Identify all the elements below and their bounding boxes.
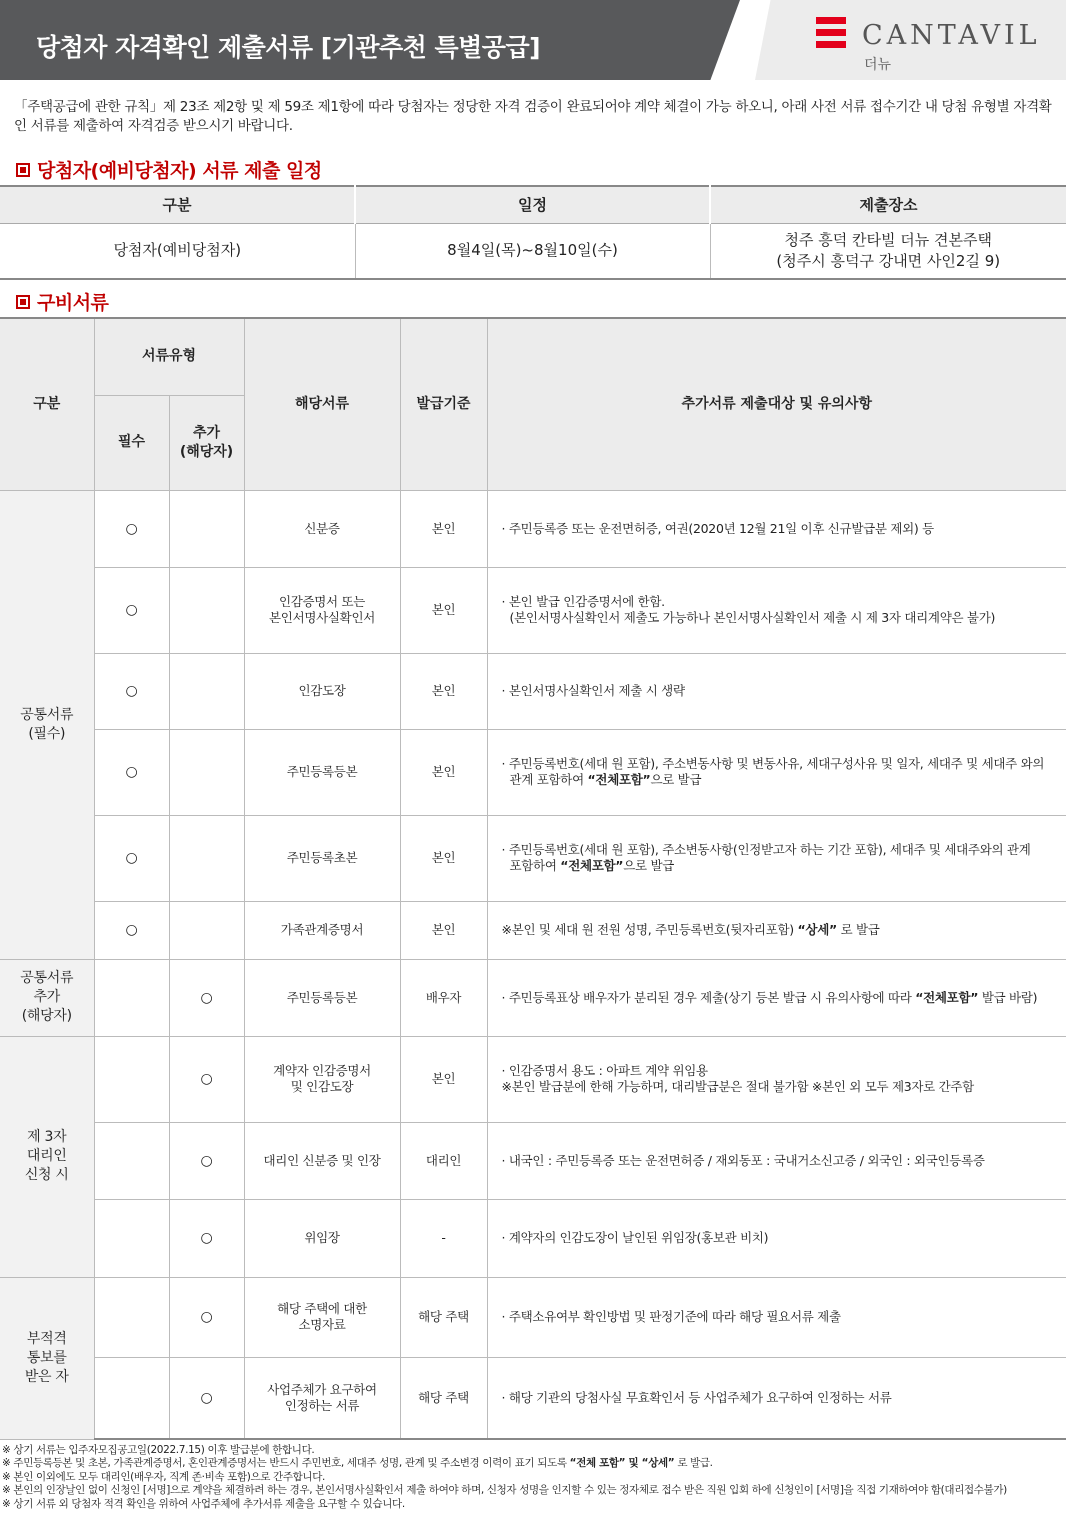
issue-basis: 본인 [400,1036,487,1122]
issue-basis: 본인 [400,729,487,815]
header-required: 필수 [94,395,169,490]
schedule-header-date: 일정 [355,186,710,223]
required-mark [94,1036,169,1122]
document-line: 해당 주택에 대한 [277,1301,367,1316]
note: ※본인 및 세대 원 전원 성명, 주민등록번호(뒷자리포함) “상세” 로 발급 [487,901,1066,959]
note-line: 포함하여 “전체포함”으로 발급 [509,858,675,873]
required-mark [94,959,169,1036]
issue-basis: 배우자 [400,959,487,1036]
required-mark: ○ [94,490,169,567]
schedule-type: 당첨자(예비당첨자) [0,223,355,279]
footnotes [2,1444,1062,1511]
table-row [0,1199,1066,1277]
note: · 주민등록표상 배우자가 분리된 경우 제출(상기 등본 발급 시 유의사항에 따라 “전체포함” 발급 바람) [487,959,1066,1036]
group-label: 공통서류 [20,706,74,723]
page-header [0,0,1066,80]
document-line: 인정하는 서류 [284,1397,360,1413]
table-row [0,223,1066,279]
header-extra-line: 추가 [192,424,221,441]
page-title: 당첨자 자격확인 제출서류 [기관추천 특별공급] [36,33,541,62]
document-name: 인감도장 [244,653,400,729]
document-line: 계약자 인감증명서 [273,1063,371,1078]
header-category: 구분 [0,318,94,490]
table-row [0,901,1066,959]
document-name [244,1036,400,1122]
group-label: 통보를 [26,1349,67,1366]
note-line: · 인감증명서 용도 : 아파트 계약 위임용 [501,1063,708,1078]
table-row [0,653,1066,729]
header-doc-type: 서류유형 [94,318,244,395]
square-bullet-icon [16,163,30,177]
required-mark [94,1357,169,1439]
extra-mark: ○ [169,1199,244,1277]
group-label: 제 3자 [27,1129,67,1145]
square-bullet-icon [16,295,30,309]
note: · 본인서명사실확인서 제출 시 생략 [487,653,1066,729]
note-line: 관계 포함하여 “전체포함”으로 발급 [509,772,702,787]
table-row [0,729,1066,815]
document-name: 위임장 [244,1199,400,1277]
required-mark [94,1277,169,1357]
group-label: 공통서류 [20,970,74,986]
note-line: ※본인 발급분에 한해 가능하며, 대리발급분은 절대 불가함 ※본인 외 모두 제3자로 간주함 [501,1079,974,1094]
group-label: 대리인 [26,1148,67,1164]
group-label: 추가 [33,989,60,1005]
table-row [0,1277,1066,1357]
table-row [0,815,1066,901]
note: · 해당 기관의 당첨사실 무효확인서 등 사업주체가 요구하여 인정하는 서류 [487,1357,1066,1439]
footnote: ※ 본인 이외에도 모두 대리인(배우자, 직계 존·비속 포함)으로 간주합니다. [2,1470,326,1483]
issue-basis: - [400,1199,487,1277]
table-row [0,1357,1066,1439]
schedule-date: 8월4일(목)~8월10일(수) [355,223,710,279]
note [487,567,1066,653]
header-issue: 발급기준 [400,318,487,490]
document-line: 본인서명사실확인서 [269,610,375,625]
note-line: · 주민등록번호(세대 원 포함), 주소변동사항 및 변동사유, 세대구성사유 및 일자, 세대주 및 세대주 와의 [501,756,1045,771]
document-name: 주민등록등본 [244,729,400,815]
documents-table [0,317,1066,1440]
issue-basis: 본인 [400,567,487,653]
group-label: (필수) [28,725,66,742]
required-mark [94,1122,169,1199]
footnote: ※ 본인의 인장날인 없이 신청인 [서명]으로 계약을 체결하려 하는 경우, 본인서명사실확인서 제출 하여야 하며, 신청자 성명을 인지할 수 있는 정자체로 접수 받은 직원 입회 하에 신청인이 [서명]을 직접 기재하여야 함(대리접수불가) [2,1484,1007,1497]
table-row [0,490,1066,567]
table-row [0,959,1066,1036]
document-line: 및 인감도장 [290,1079,354,1094]
required-mark: ○ [94,567,169,653]
required-mark: ○ [94,901,169,959]
extra-mark: ○ [169,1122,244,1199]
table-row [0,567,1066,653]
document-line: 인감증명서 또는 [278,594,366,609]
issue-basis: 본인 [400,815,487,901]
required-mark: ○ [94,653,169,729]
table-row [0,1036,1066,1122]
header-notes: 추가서류 제출대상 및 유의사항 [487,318,1066,490]
logo-subtext: 더뉴 [864,57,892,73]
group-label: (해당자) [21,1008,72,1024]
note: · 계약자의 인감도장이 날인된 위임장(홍보관 비치) [487,1199,1066,1277]
extra-mark [169,729,244,815]
document-name: 가족관계증명서 [244,901,400,959]
document-name [244,567,400,653]
document-name [244,1357,400,1439]
extra-mark: ○ [169,959,244,1036]
document-name: 주민등록등본 [244,959,400,1036]
document-name: 신분증 [244,490,400,567]
issue-basis: 해당 주택 [400,1357,487,1439]
extra-mark [169,653,244,729]
group-common-extra [0,959,94,1036]
extra-mark [169,567,244,653]
document-name [244,1277,400,1357]
table-row [0,1122,1066,1199]
document-line: 소명자료 [298,1317,346,1332]
group-label: 신청 시 [24,1167,69,1183]
group-label: 부적격 [26,1330,67,1347]
extra-mark: ○ [169,1036,244,1122]
note: · 내국인 : 주민등록증 또는 운전면허증 / 재외동포 : 국내거소신고증 / 외국인 : 외국인등록증 [487,1122,1066,1199]
extra-mark [169,490,244,567]
footnote: ※ 상기 서류는 입주자모집공고일(2022.7.15) 이후 발급분에 한합니다. [2,1444,315,1456]
required-mark: ○ [94,729,169,815]
document-name: 주민등록초본 [244,815,400,901]
group-label: 받은 자 [24,1368,69,1385]
issue-basis: 해당 주택 [400,1277,487,1357]
issue-basis: 본인 [400,653,487,729]
header-document: 해당서류 [244,318,400,490]
logo-text: CANTAVIL [862,20,1041,51]
issue-basis: 대리인 [400,1122,487,1199]
schedule-header-place: 제출장소 [710,186,1066,223]
extra-mark: ○ [169,1277,244,1357]
docs-title-text: 구비서류 [37,292,109,314]
docs-section-title [16,288,108,315]
extra-mark: ○ [169,1357,244,1439]
group-common [0,490,94,959]
schedule-section-title [16,156,322,183]
note-line: · 본인 발급 인감증명서에 한함. [501,594,665,609]
note: · 주택소유여부 확인방법 및 판정기준에 따라 해당 필요서류 제출 [487,1277,1066,1357]
required-mark: ○ [94,815,169,901]
note-line: · 주민등록번호(세대 원 포함), 주소변동사항(인정받고자 하는 기간 포함), 세대주 및 세대주와의 관계 [501,842,1031,857]
document-line: 사업주체가 요구하여 [267,1381,377,1397]
extra-mark [169,815,244,901]
schedule-place [710,223,1066,279]
schedule-header-type: 구분 [0,186,355,223]
cantavil-logo-icon [816,17,846,53]
required-mark [94,1199,169,1277]
issue-basis: 본인 [400,490,487,567]
group-proxy [0,1036,94,1277]
header-extra [169,395,244,490]
schedule-table [0,185,1066,280]
note-line: (본인서명사실확인서 제출도 가능하나 본인서명사실확인서 제출 시 제 3자 대리계약은 불가) [509,610,996,625]
note [487,729,1066,815]
document-name: 대리인 신분증 및 인장 [244,1122,400,1199]
note: · 주민등록증 또는 운전면허증, 여권(2020년 12월 21일 이후 신규발급분 제외) 등 [487,490,1066,567]
place-line: (청주시 흥덕구 강내면 사인2길 9) [776,251,1001,270]
place-line: 청주 흥덕 칸타빌 더뉴 견본주택 [784,230,992,249]
footnote: ※ 상기 서류 외 당첨자 적격 확인을 위하여 사업주체에 추가서류 제출을 요구할 수 있습니다. [2,1497,405,1510]
note [487,815,1066,901]
extra-mark [169,901,244,959]
intro-paragraph: 「주택공급에 관한 규칙」제 23조 제2항 및 제 59조 제1항에 따라 당첨자는 정당한 자격 검증이 완료되어야 계약 체결이 가능 하오니, 아래 사전 서류 접수기간 내 당첨 유형별 자격확인 서류를 제출하여 자격검증 받으시기 바랍니다. [14,99,1052,134]
header-extra-line: (해당자) [179,443,234,460]
issue-basis: 본인 [400,901,487,959]
schedule-title-text: 당첨자(예비당첨자) 서류 제출 일정 [37,160,322,182]
group-ineligible [0,1277,94,1439]
note [487,1036,1066,1122]
footnote: ※ 주민등록등본 및 초본, 가족관계증명서, 혼인관계증명서는 반드시 주민번호, 세대주 성명, 관계 및 주소변경 이력이 표기 되도록 “전체 포함” 및 “상세” 로 발급. [2,1457,713,1470]
